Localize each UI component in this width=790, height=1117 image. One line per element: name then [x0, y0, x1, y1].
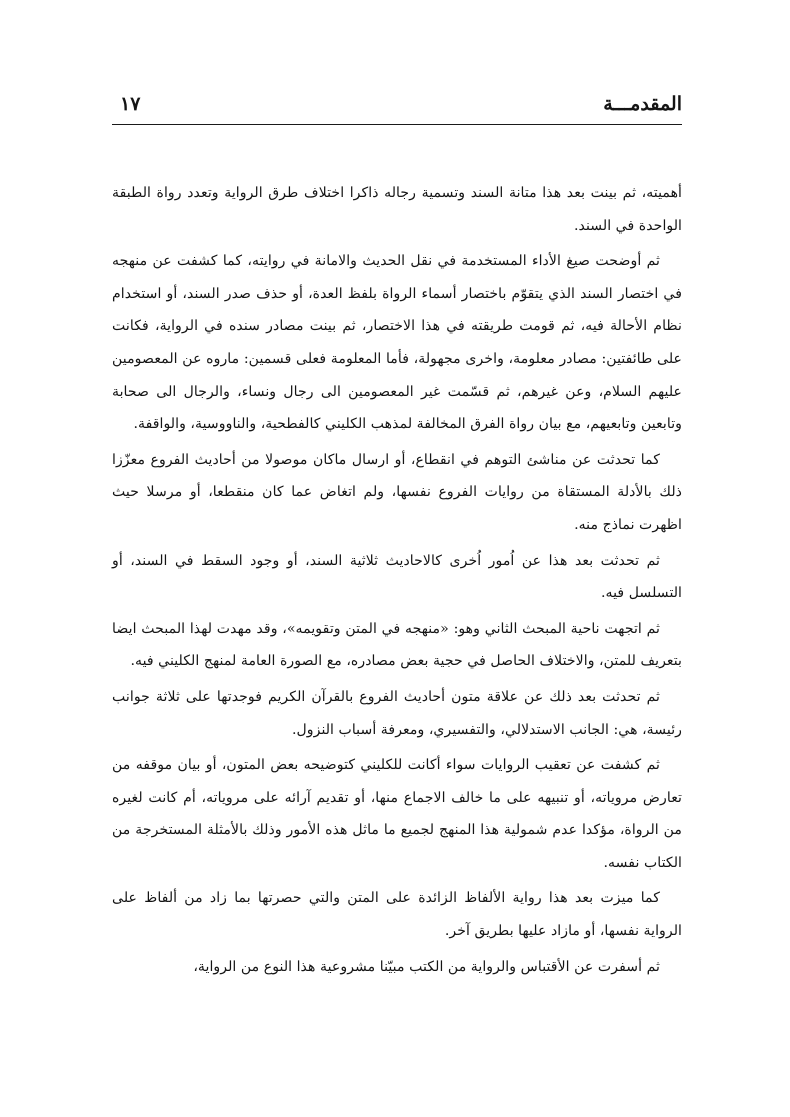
header-divider [112, 124, 682, 125]
running-title: المقدمـــة [603, 93, 682, 115]
paragraph-5: ثم اتجهت ناحية المبحث الثاني وهو: «منهجه في المتن وتقويمه»، وقد مهدت لهذا المبحث ايضا بتعريف للمتن، والاختلاف الحاصل في حجية بعض مصادره، مع الصورة العامة لمنهج الكليني فيه. [112, 620, 682, 670]
paragraph-1: أهميته، ثم بينت بعد هذا متانة السند وتسمية رجاله ذاكرا اختلاف طرق الرواية وتعدد رواة الطبقة الواحدة في السند. [112, 185, 682, 234]
paragraph-8: كما ميزت بعد هذا رواية الألفاظ الزائدة على المتن والتي حصرتها بما زاد من ألفاظ على الرواية نفسها، أو مازاد عليها بطريق آخر. [112, 890, 682, 940]
paragraph-7: ثم كشفت عن تعقيب الروايات سواء أكانت للكليني كتوضيحه بعض المتون، أو بيان موقفه من تعارض مروياته، أو تنبيهه على ما خالف الاجماع منها، أو تقديم آرائه على مروياته، أم كانت لغيره من الرواة، مؤكدا عدم شمولية هذا المنهج لجميع ما ماثل هذه الأمور وذلك بالأمثلة المستخرجة من الكتاب نفسه. [112, 757, 682, 871]
paragraph-3: كما تحدثت عن مناشئ التوهم في انقطاع، أو ارسال ماكان موصولا من أحاديث الفروع معزّزا ذلك بالأدلة المستقاة من روايات الفروع نفسها، ولم اتغاض عما كان منقطعا، أو مرسلا حيث اظهرت نماذج منه. [112, 451, 682, 533]
paragraph-2: ثم أوضحت صيغ الأداء المستخدمة في نقل الحديث والامانة في روايته، كما كشفت عن منهجه في اختصار السند الذي يتقوّم باختصار أسماء الرواة بلفظ العدة، أو حذف صدر السند، أو استخدام نظام الأحالة فيه، ثم قومت طريقته في هذا الاختصار، ثم بينت مصادر سنده في الرواية، فكانت على طائفتين: مصادر معلومة، واخرى مجهولة، فأما المعلومة فعلى قسمين: ماروه عن المعصومين عليهم السلام، وعن غيرهم، ثم قسّمت غير المعصومين الى رجال ونساء، والرجال الى صحابة وتابعين وتابعيهم، مع بيان رواة الفرق المخالفة لمذهب الكليني كالفطحية، والناووسية، والواقفة. [112, 253, 682, 433]
paragraph-9: ثم أسفرت عن الأقتباس والرواية من الكتب مبيّنا مشروعية هذا النوع من الرواية، [193, 958, 660, 975]
body-text [112, 177, 682, 986]
page-header [112, 92, 682, 122]
page-number: ١٧ [120, 93, 141, 115]
paragraph-6: ثم تحدثت بعد ذلك عن علاقة متون أحاديث الفروع بالقرآن الكريم فوجدتها على ثلاثة جوانب رئيسة، هي: الجانب الاستدلالي، والتفسيري، ومعرفة أسباب النزول. [112, 688, 682, 738]
paragraph-4: ثم تحدثت بعد هذا عن اُمور اُخرى كالاحاديث ثلاثية السند، أو وجود السقط في السند، أو التسلسل فيه. [112, 552, 682, 602]
